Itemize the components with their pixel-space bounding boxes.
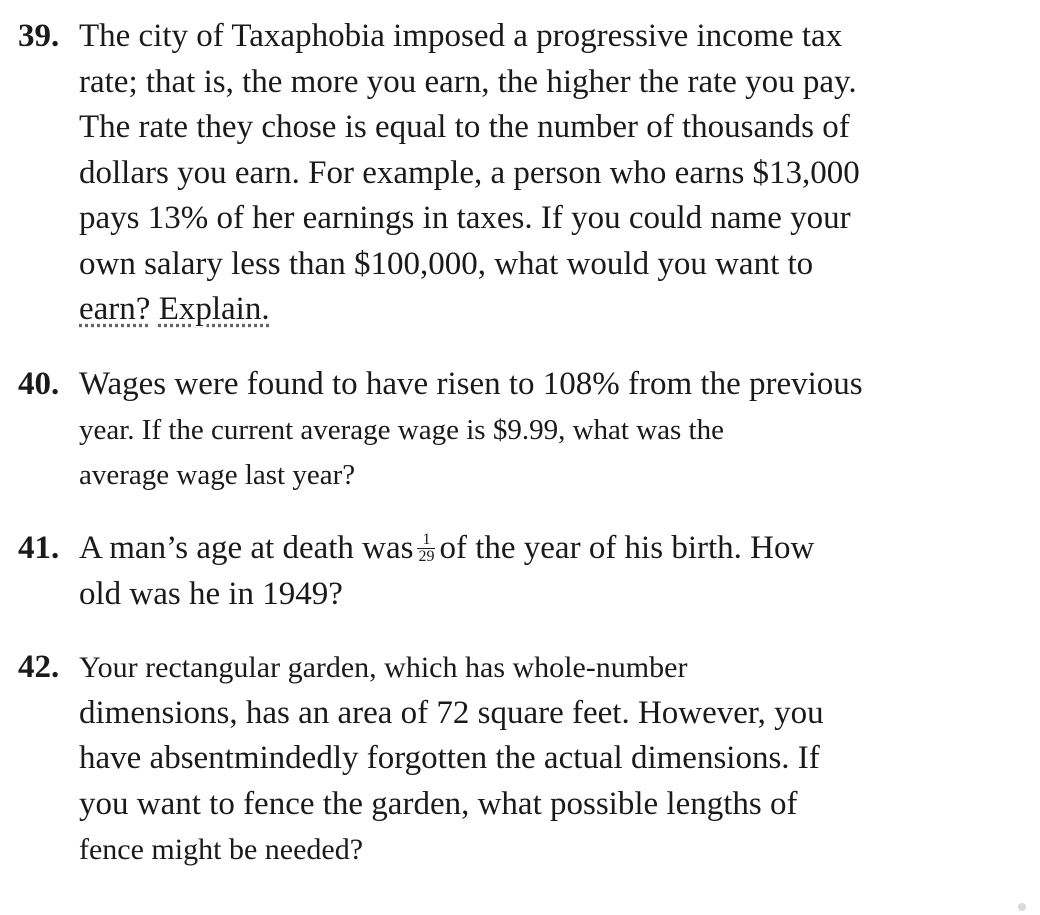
text-line: you want to fence the garden, what possible lengths of bbox=[79, 785, 798, 822]
spellcheck-word: earn? bbox=[79, 291, 151, 327]
problem-text bbox=[79, 362, 938, 499]
text-line: have absentmindedly forgotten the actual dimensions. If bbox=[79, 740, 820, 776]
text-segment: of the year of his birth. How bbox=[439, 530, 815, 566]
text-line: The rate they chose is equal to the number of thousands of bbox=[79, 109, 850, 145]
text-line: old was he in 1949? bbox=[79, 575, 343, 612]
text-line bbox=[79, 526, 938, 572]
fraction bbox=[417, 532, 435, 565]
scroll-indicator[interactable] bbox=[1018, 903, 1026, 911]
text-line: rate; that is, the more you earn, the higher the rate you pay. bbox=[79, 63, 857, 100]
text-line: average wage last year? bbox=[79, 459, 356, 491]
problem-text bbox=[79, 526, 938, 617]
fraction-denominator: 29 bbox=[418, 547, 435, 565]
problem-text bbox=[79, 14, 938, 333]
text-line: Your rectangular garden, which has whole-number bbox=[79, 651, 688, 684]
text-line: Wages were found to have risen to 108% from the previous bbox=[79, 366, 863, 402]
text-line: dollars you earn. For example, a person who earns $13,000 bbox=[79, 154, 860, 191]
problem-42 bbox=[18, 645, 938, 873]
text-line: own salary less than $100,000, what would you want to bbox=[79, 245, 814, 282]
problem-40 bbox=[18, 362, 938, 499]
problem-41 bbox=[18, 526, 938, 617]
text-line: The city of Taxaphobia imposed a progressive income tax bbox=[79, 18, 843, 54]
problem-number: 40. bbox=[18, 366, 60, 402]
problem-number: 41. bbox=[18, 530, 60, 566]
text-line: pays 13% of her earnings in taxes. If you could name your bbox=[79, 200, 851, 236]
spellcheck-word: Explain. bbox=[158, 291, 270, 327]
text-segment: A man’s age at death was bbox=[79, 530, 414, 566]
fraction-numerator: 1 bbox=[417, 532, 435, 549]
text-line: year. If the current average wage is $9.99, what was the bbox=[79, 413, 724, 446]
problem-text bbox=[79, 645, 938, 873]
text-line: fence might be needed? bbox=[79, 833, 364, 866]
problem-39 bbox=[18, 14, 938, 333]
text-line bbox=[79, 287, 938, 333]
problem-number: 42. bbox=[18, 649, 60, 685]
text-line: dimensions, has an area of 72 square feet. However, you bbox=[79, 694, 824, 731]
problem-number: 39. bbox=[18, 18, 60, 54]
